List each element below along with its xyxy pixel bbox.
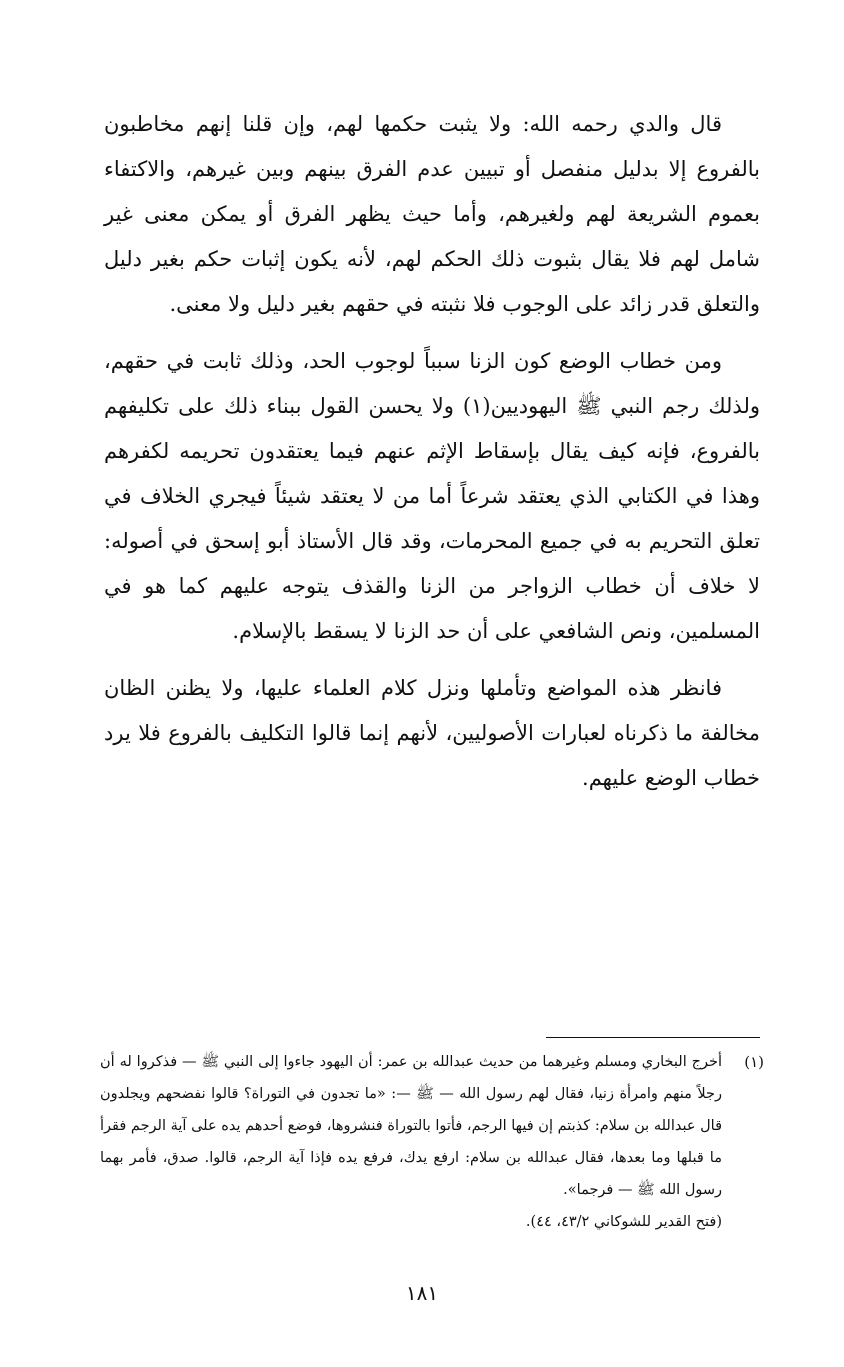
footnote-number: (١) (744, 1053, 764, 1071)
page-number: ١٨١ (405, 1281, 439, 1305)
paragraph-3: فانظر هذه المواضع وتأملها ونزل كلام العلماء عليها، ولا يظنن الظان مخالفة ما ذكرناه لعبارات الأصوليين، لأنهم إنما قالوا التكليف بالفروع فلا يرد خطاب الوضع عليهم. (104, 676, 760, 790)
footnote-body (100, 1046, 722, 1238)
footnote (100, 1046, 764, 1238)
main-text (104, 102, 760, 801)
paragraph-1: قال والدي رحمه الله: ولا يثبت حكمها لهم، وإن قلنا إنهم مخاطبون بالفروع إلا بدليل منفصل أو تبيين عدم الفرق بينهم وبين غيرهم، والاكتفاء بعموم الشريعة لهم ولغيرهم، وأما حيث يظهر الفرق أو يمكن معنى غير شامل لهم فلا يقال بثبوت ذلك الحكم لهم، لأنه يكون إثبات حكم بغير دليل والتعلق قدر زائد على الوجوب فلا نثبته في حقهم بغير دليل ولا معنى. (104, 112, 760, 316)
paragraph-2: ومن خطاب الوضع كون الزنا سبباً لوجوب الحد، وذلك ثابت في حقهم، ولذلك رجم النبي ﷺ اليهوديين(١) ولا يحسن القول ببناء ذلك على تكليفهم بالفروع، فإنه كيف يقال بإسقاط الإثم عنهم فيما يعتقدون تحريمه لكفرهم وهذا في الكتابي الذي يعتقد شرعاً أما من لا يعتقد شيئاً فيجري الخلاف في تعلق التحريم به في جميع المحرمات، وقد قال الأستاذ أبو إسحق في أصوله: لا خلاف أن خطاب الزواجر من الزنا والقذف يتوجه عليهم كما هو في المسلمين، ونص الشافعي على أن حد الزنا لا يسقط بالإسلام. (104, 349, 760, 643)
footnote-separator (546, 1037, 760, 1038)
footnote-source: (فتح القدير للشوكاني ٤٣/٢، ٤٤). (525, 1214, 722, 1230)
footnote-text: أخرج البخاري ومسلم وغيرهما من حديث عبدالله بن عمر: أن اليهود جاءوا إلى النبي ﷺ — فذكروا له أن رجلاً منهم وامرأة زنيا، فقال لهم رسول الله — ﷺ —: «ما تجدون في التوراة؟ قالوا نفضحهم ويجلدون قال عبدالله بن سلام: كذبتم إن فيها الرجم، فأتوا بالتوراة فنشروها، فوضع أحدهم يده على آية الرجم فقرأ ما قبلها وما بعدها، فقال عبدالله بن سلام: ارفع يدك، فرفع يده فإذا آية الرجم، قالوا. صدق، فأمر بهما رسول الله ﷺ — فرجما». (100, 1054, 722, 1198)
